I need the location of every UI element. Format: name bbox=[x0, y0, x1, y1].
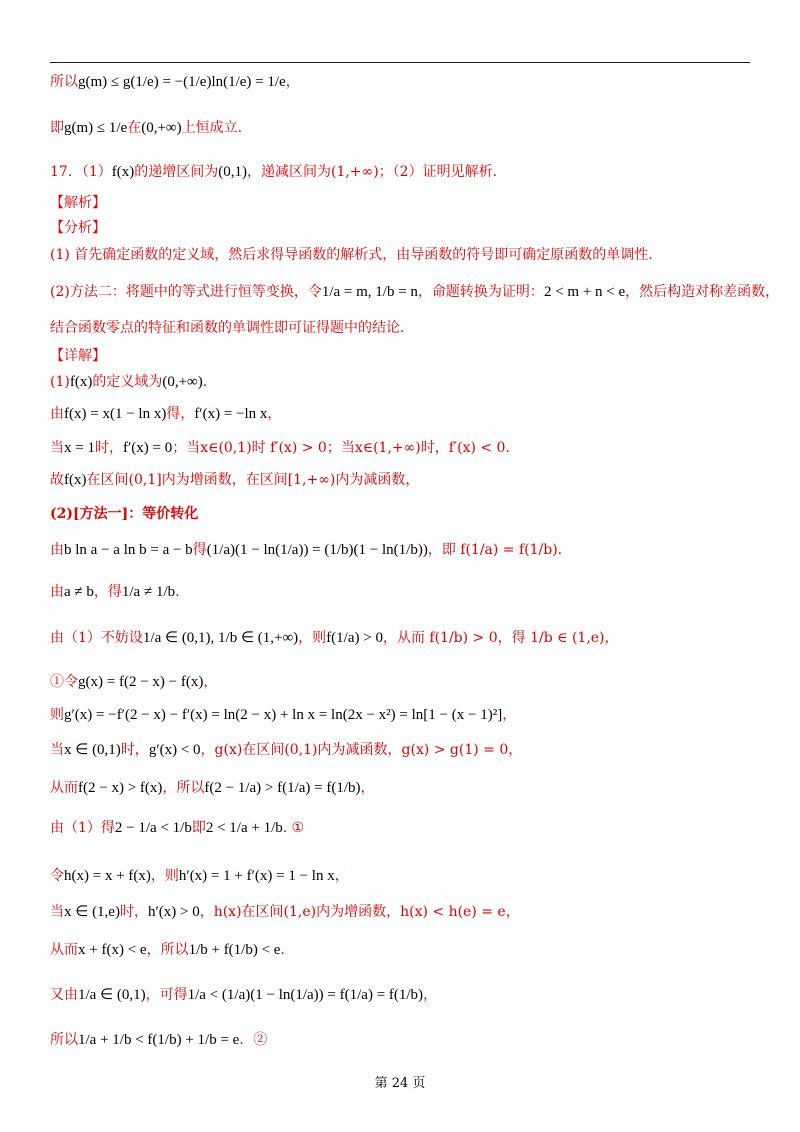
text-line bbox=[50, 504, 198, 524]
text-segment: ，所以 bbox=[146, 942, 189, 958]
text-line bbox=[50, 318, 404, 338]
text-line bbox=[50, 582, 180, 602]
text-segment: ，即 f(1/a) = f(1/b). bbox=[427, 542, 563, 558]
text-segment: ，h(x)在区间(1,e)内为增函数，h(x) < h(e) = e， bbox=[199, 904, 520, 920]
text-line bbox=[50, 218, 106, 238]
text-line bbox=[50, 438, 510, 458]
text-segment: ，则 bbox=[298, 630, 327, 646]
text-segment: (2)方法二：将题中的等式进行恒等变换，令 bbox=[50, 284, 322, 300]
formula: f(x) bbox=[64, 472, 87, 488]
formula: h′(x) > 0 bbox=[147, 904, 200, 920]
text-segment: ，命题转换为证明： bbox=[417, 284, 544, 300]
formula: f′(x) = −ln x bbox=[194, 406, 268, 422]
text-segment: ， bbox=[334, 868, 349, 884]
text-segment: . bbox=[202, 374, 208, 390]
text-segment: ，g(x)在区间(0,1)内为减函数，g(x) > g(1) = 0， bbox=[200, 742, 523, 758]
text-line bbox=[50, 372, 207, 392]
formula: 1/a = m, 1/b = n bbox=[321, 284, 418, 300]
text-segment: 由（1）得 bbox=[50, 820, 115, 836]
formula: 1/a ∈ (0,1), 1/b ∈ (1,+∞) bbox=[142, 630, 299, 646]
formula: 2 < m + n < e bbox=[543, 284, 626, 300]
formula: 1/b + f(1/b) < e bbox=[188, 942, 281, 958]
text-line bbox=[50, 346, 106, 366]
text-segment: ， bbox=[267, 406, 282, 422]
text-segment: . ① bbox=[282, 820, 305, 836]
formula: f(1/a) > 0 bbox=[326, 630, 383, 646]
text-line bbox=[50, 818, 304, 838]
page-number: 第 24 页 bbox=[374, 1076, 426, 1091]
text-line bbox=[50, 1030, 267, 1050]
formula: f(x) bbox=[69, 374, 93, 390]
text-segment: 由（1）不妨设 bbox=[50, 630, 143, 646]
text-segment: 得 bbox=[192, 542, 207, 558]
text-segment: 即 bbox=[191, 820, 206, 836]
formula: f(x) bbox=[111, 164, 135, 180]
text-line bbox=[50, 985, 437, 1005]
text-segment: ， bbox=[502, 707, 517, 723]
text-segment: . bbox=[280, 942, 285, 958]
text-segment: ，从而 f(1/b) > 0，得 1/b ∈ (1,e)， bbox=[382, 630, 619, 646]
text-segment: ， bbox=[203, 674, 218, 690]
formula: b ln a − a ln b = a − b bbox=[64, 542, 193, 558]
text-line bbox=[50, 245, 653, 265]
text-segment: 当 bbox=[50, 904, 64, 920]
text-line bbox=[50, 470, 419, 490]
formula: (0,+∞) bbox=[162, 374, 203, 390]
text-segment: (1) 首先确定函数的定义域，然后求得导函数的解析式，由导函数的符号即可确定原函数的单调性. bbox=[50, 247, 653, 263]
text-segment: 的递增区间为 bbox=[134, 164, 219, 180]
text-line bbox=[50, 282, 779, 302]
text-segment: ，所以 bbox=[162, 780, 205, 796]
text-segment: 【详解】 bbox=[50, 348, 106, 364]
text-segment: 从而 bbox=[50, 780, 78, 796]
formula: 1/a ∈ (0,1) bbox=[78, 987, 146, 1003]
text-segment: ， bbox=[285, 74, 300, 90]
formula: (0,+∞) bbox=[141, 120, 182, 136]
text-segment: ，得 bbox=[93, 584, 122, 600]
text-line bbox=[50, 72, 300, 92]
text-line bbox=[50, 705, 516, 725]
formula: x = 1 bbox=[64, 440, 95, 456]
text-segment: ①令 bbox=[50, 674, 78, 690]
text-segment: 【解析】 bbox=[50, 195, 106, 211]
text-segment: 又由 bbox=[50, 987, 78, 1003]
formula: (0,1) bbox=[218, 164, 247, 180]
formula: 2 < 1/a + 1/b bbox=[205, 820, 283, 836]
text-segment: ，然后构造对称差函数， bbox=[625, 284, 780, 300]
formula: 1/a ≠ 1/b bbox=[121, 584, 176, 600]
text-line bbox=[50, 540, 562, 560]
text-line bbox=[50, 118, 242, 138]
text-line bbox=[50, 404, 281, 424]
formula: h(x) = x + f(x) bbox=[64, 868, 151, 884]
formula: 1/a < (1/a)(1 − ln(1/a)) = f(1/a) = f(1/b) bbox=[187, 987, 424, 1003]
text-segment: 由 bbox=[50, 584, 64, 600]
formula: g′(x) = −f′(2 − x) − f′(x) = ln(2 − x) + ln x = ln(2x − x²) = ln[1 − (x − 1)²] bbox=[64, 707, 503, 723]
text-segment: ．② bbox=[239, 1032, 268, 1048]
top-rule bbox=[50, 62, 750, 63]
text-segment: 从而 bbox=[50, 942, 78, 958]
text-line bbox=[50, 866, 349, 886]
text-segment: ，递减区间为(1,+∞)；（2）证明见解析. bbox=[246, 164, 498, 180]
formula: f′(x) = 0 bbox=[122, 440, 173, 456]
formula: x + f(x) < e bbox=[78, 942, 147, 958]
text-line bbox=[50, 628, 619, 648]
text-segment: 在 bbox=[127, 120, 142, 136]
text-line bbox=[50, 778, 375, 798]
text-line bbox=[50, 940, 285, 960]
text-segment: (1) bbox=[50, 374, 70, 390]
text-segment: 17．（1） bbox=[50, 164, 112, 180]
text-segment: 则 bbox=[50, 707, 64, 723]
formula: h′(x) = 1 + f′(x) = 1 − ln x bbox=[178, 868, 335, 884]
formula: g(m) ≤ g(1/e) = −(1/e)ln(1/e) = 1/e bbox=[78, 74, 286, 90]
text-segment: 由 bbox=[50, 406, 64, 422]
text-segment: ，则 bbox=[150, 868, 179, 884]
formula: x ∈ (0,1) bbox=[64, 742, 121, 758]
text-segment: 当 bbox=[50, 440, 64, 456]
formula: g(m) ≤ 1/e bbox=[64, 120, 128, 136]
formula: g(x) = f(2 − x) − f(x) bbox=[78, 674, 204, 690]
text-segment: 在区间(0,1]内为增函数，在区间[1,+∞)内为减函数， bbox=[86, 472, 420, 488]
text-segment: ， bbox=[423, 987, 438, 1003]
text-segment: 【分析】 bbox=[50, 220, 106, 236]
text-segment: ；当x∈(0,1)时 f′(x) > 0；当x∈(1,+∞)时，f′(x) < 0. bbox=[172, 440, 510, 456]
text-segment: 所以 bbox=[50, 74, 78, 90]
text-segment: 故 bbox=[50, 472, 64, 488]
text-line bbox=[50, 672, 217, 692]
text-segment: ， bbox=[360, 780, 375, 796]
text-line bbox=[50, 740, 522, 760]
text-segment: 上恒成立. bbox=[181, 120, 243, 136]
text-segment: 时， bbox=[94, 440, 123, 456]
formula: f(2 − x) > f(x) bbox=[78, 780, 163, 796]
formula: 2 − 1/a < 1/b bbox=[114, 820, 192, 836]
text-segment: 时， bbox=[120, 742, 149, 758]
text-segment: 结合函数零点的特征和函数的单调性即可证得题中的结论. bbox=[50, 320, 405, 336]
text-segment: 当 bbox=[50, 742, 64, 758]
formula: f(2 − 1/a) > f(1/a) = f(1/b) bbox=[204, 780, 361, 796]
text-segment: 即 bbox=[50, 120, 64, 136]
formula: a ≠ b bbox=[64, 584, 94, 600]
text-segment: 得， bbox=[166, 406, 195, 422]
formula: f(x) = x(1 − ln x) bbox=[64, 406, 167, 422]
text-segment: 令 bbox=[50, 868, 64, 884]
text-segment: (2)[方法一]：等价转化 bbox=[50, 506, 199, 522]
text-line bbox=[50, 193, 106, 213]
formula: g′(x) < 0 bbox=[148, 742, 201, 758]
text-line bbox=[50, 902, 520, 922]
text-segment: ，可得 bbox=[145, 987, 188, 1003]
formula: 1/a + 1/b < f(1/b) + 1/b = e bbox=[78, 1032, 240, 1048]
text-segment: 时， bbox=[119, 904, 148, 920]
text-segment: 所以 bbox=[50, 1032, 78, 1048]
text-segment: 的定义域为 bbox=[92, 374, 163, 390]
formula: x ∈ (1,e) bbox=[64, 904, 120, 920]
formula: (1/a)(1 − ln(1/a)) = (1/b)(1 − ln(1/b)) bbox=[206, 542, 428, 558]
text-segment: 由 bbox=[50, 542, 64, 558]
text-line bbox=[50, 162, 497, 182]
text-segment: . bbox=[175, 584, 180, 600]
